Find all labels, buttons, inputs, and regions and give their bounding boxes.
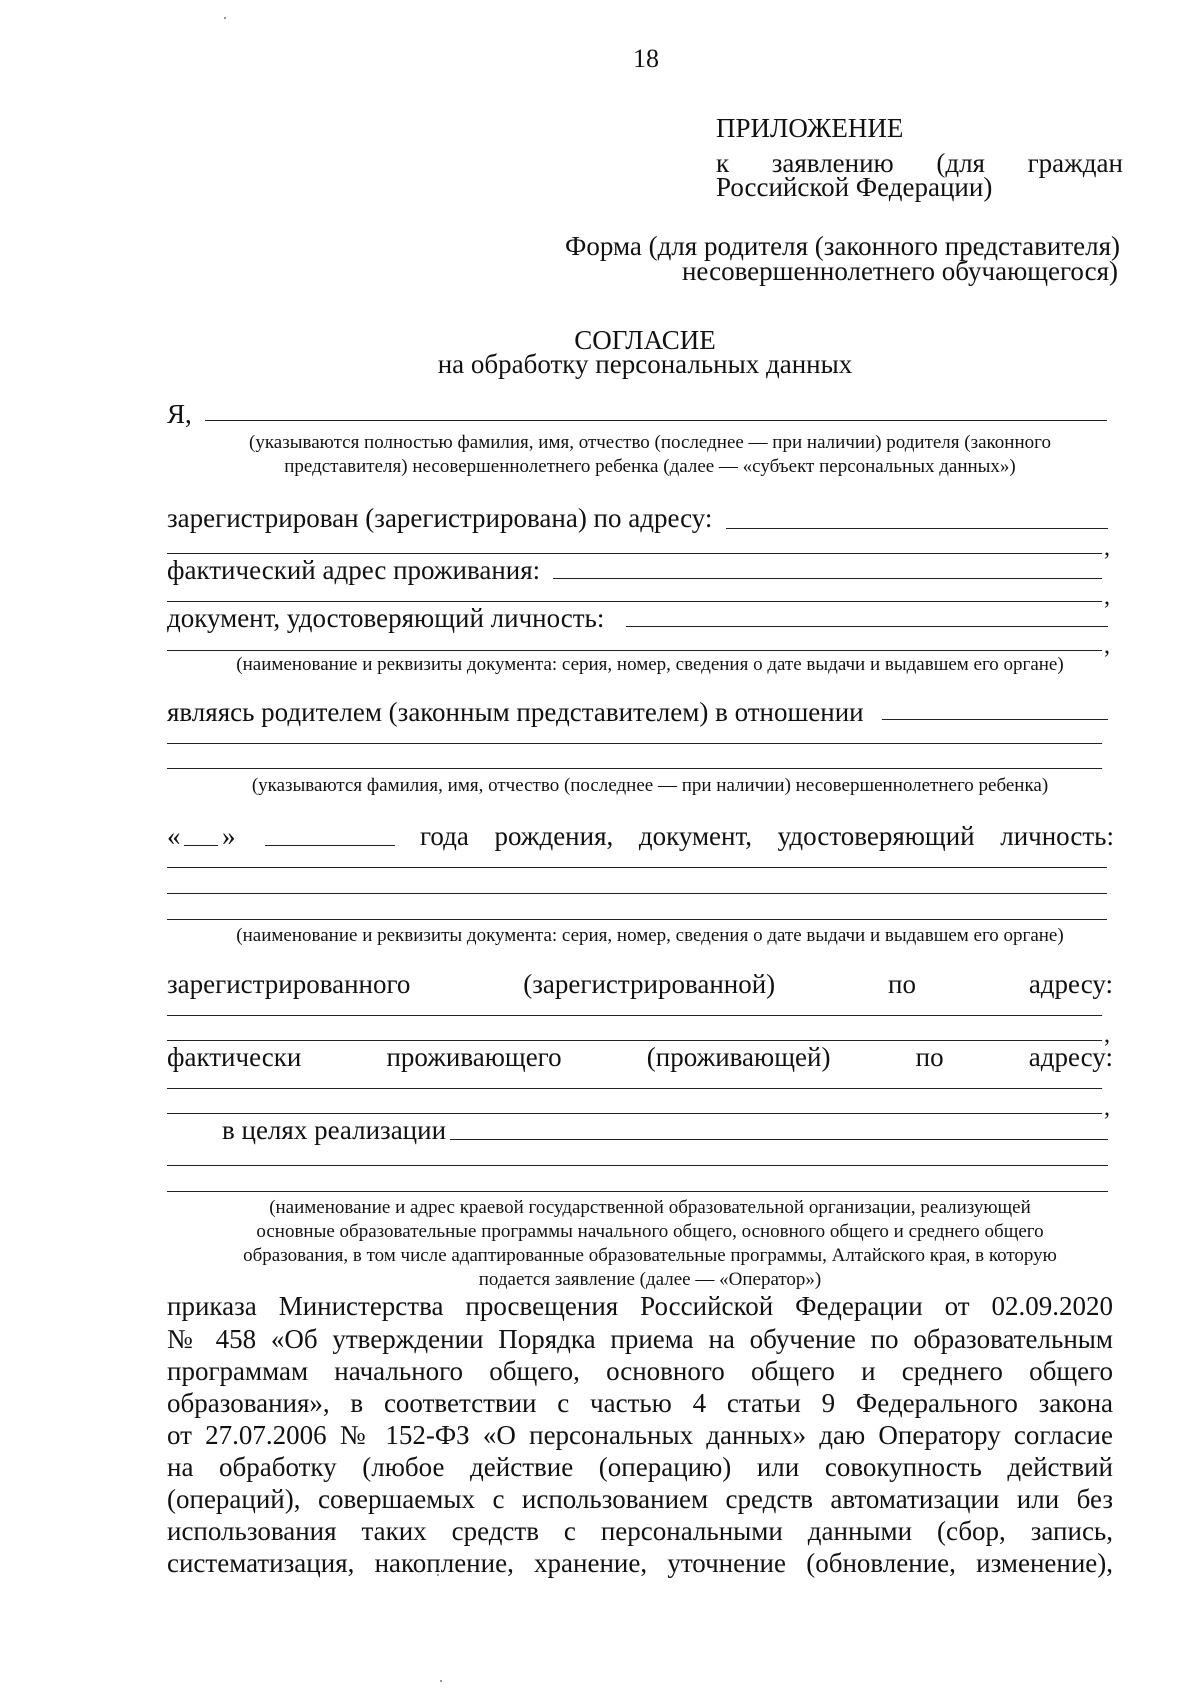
body-line: от 27.07.2006 № 152-ФЗ «О персональных данных» даю Оператору согласие xyxy=(167,1420,1113,1450)
appendix-title: ПРИЛОЖЕНИЕ xyxy=(716,113,904,143)
operator-hint-line-4: подается заявление (далее — «Оператор») xyxy=(478,1269,822,1290)
consent-subtitle: на обработку персональных данных xyxy=(437,349,853,379)
body-line: (операций), совершаемых с использованием средств автоматизации или без xyxy=(167,1484,1113,1514)
form-note-line-2: несовершеннолетнего обучающегося) xyxy=(681,256,1118,286)
id-document-line[interactable] xyxy=(626,626,1108,627)
purpose-line-2[interactable] xyxy=(167,1165,1108,1166)
purpose-line-3[interactable] xyxy=(167,1191,1108,1192)
i-hint-line-2: представителя) несовершеннолетнего ребенка (далее — «субъект персональных данных») xyxy=(284,456,1016,477)
id-document-hint: (наименование и реквизиты документа: серия, номер, сведения о дате выдачи и выдавшем его органе) xyxy=(236,654,1064,675)
page-number: 18 xyxy=(633,44,659,73)
child-actual-address-line-1[interactable] xyxy=(167,1088,1102,1089)
id-document-label: документ, удостоверяющий личность: xyxy=(167,603,605,633)
birth-month-line[interactable] xyxy=(265,845,395,846)
body-line: использования таких средств с персональными данными (сбор, запись, xyxy=(167,1516,1113,1546)
purpose-label: в целях реализации xyxy=(222,1115,447,1145)
child-name-line[interactable] xyxy=(882,719,1108,720)
purpose-line[interactable] xyxy=(450,1139,1108,1140)
body-line: программам начального общего, основного общего и среднего общего xyxy=(167,1356,1113,1386)
scan-speck xyxy=(440,1680,442,1682)
comma-mark: , xyxy=(1104,1095,1110,1121)
child-hint: (указываются фамилия, имя, отчество (последнее — при наличии) несовершеннолетнего ребенка) xyxy=(251,775,1049,796)
child-actual-address-line-2[interactable] xyxy=(167,1113,1102,1114)
operator-hint-line-2: основные образовательные программы начального общего, основного общего и среднего общего xyxy=(256,1221,1044,1242)
id-document-line-2[interactable] xyxy=(167,650,1102,651)
child-name-line-3[interactable] xyxy=(167,768,1102,769)
birth-day-line[interactable] xyxy=(184,845,218,846)
consent-title: СОГЛАСИЕ xyxy=(574,325,716,355)
body-line: образования», в соответствии с частью 4 статьи 9 Федерального закона xyxy=(167,1388,1113,1418)
child-name-line-2[interactable] xyxy=(167,743,1102,744)
actual-address-line[interactable] xyxy=(553,578,1102,579)
form-note-line-1: Форма (для родителя (законного представителя) xyxy=(565,231,1120,261)
child-document-line-2[interactable] xyxy=(167,893,1107,894)
body-line: приказа Министерства просвещения Российской Федерации от 02.09.2020 xyxy=(167,1291,1113,1321)
birth-document-text: года рождения, документ, удостоверяющий личность: xyxy=(420,821,1114,851)
body-line: систематизация, накопление, хранение, уточнение (обновление, изменение), xyxy=(167,1548,1113,1578)
birth-day-open-quote: « xyxy=(167,821,181,851)
registered-label: зарегистрирован (зарегистрирована) по адресу: xyxy=(167,503,713,533)
i-label: Я, xyxy=(167,399,192,429)
comma-mark: , xyxy=(1104,584,1110,610)
body-line: на обработку (любое действие (операцию) или совокупность действий xyxy=(167,1452,1113,1482)
child-document-line-1[interactable] xyxy=(167,867,1107,868)
registered-address-line[interactable] xyxy=(726,528,1108,529)
child-document-line-3[interactable] xyxy=(167,919,1107,920)
child-document-hint: (наименование и реквизиты документа: серия, номер, сведения о дате выдачи и выдавшем его органе) xyxy=(236,925,1064,946)
actual-address-line-2[interactable] xyxy=(167,601,1102,602)
birth-day-close-quote: » xyxy=(222,821,236,851)
comma-mark: , xyxy=(1104,1022,1110,1048)
appendix-line-2: Российской Федерации) xyxy=(716,172,993,202)
child-actual-address-text: фактически проживающего (проживающей) по адресу: xyxy=(167,1042,1113,1072)
operator-hint-line-3: образования, в том числе адаптированные образовательные программы, Алтайского края, в которую xyxy=(243,1245,1057,1266)
actual-address-label: фактический адрес проживания: xyxy=(167,555,541,585)
comma-mark: , xyxy=(1104,633,1110,659)
i-hint-line-1: (указываются полностью фамилия, имя, отчество (последнее — при наличии) родителя (законного xyxy=(249,432,1051,453)
scan-speck xyxy=(224,17,226,19)
child-registered-text: зарегистрированного (зарегистрированной) по адресу: xyxy=(167,969,1113,999)
child-registered-line-2[interactable] xyxy=(167,1040,1102,1041)
body-line: № 458 «Об утверждении Порядка приема на обучение по образовательным xyxy=(167,1324,1113,1354)
operator-hint-line-1: (наименование и адрес краевой государственной образовательной организации, реализующей xyxy=(269,1197,1031,1218)
appendix-line-1: к заявлению (для граждан xyxy=(716,148,1123,178)
registered-address-line-2[interactable] xyxy=(167,553,1102,554)
parent-label: являясь родителем (законным представителем) в отношении xyxy=(167,697,864,727)
full-name-line[interactable] xyxy=(205,420,1107,421)
child-registered-line-1[interactable] xyxy=(167,1015,1102,1016)
comma-mark: , xyxy=(1104,535,1110,561)
